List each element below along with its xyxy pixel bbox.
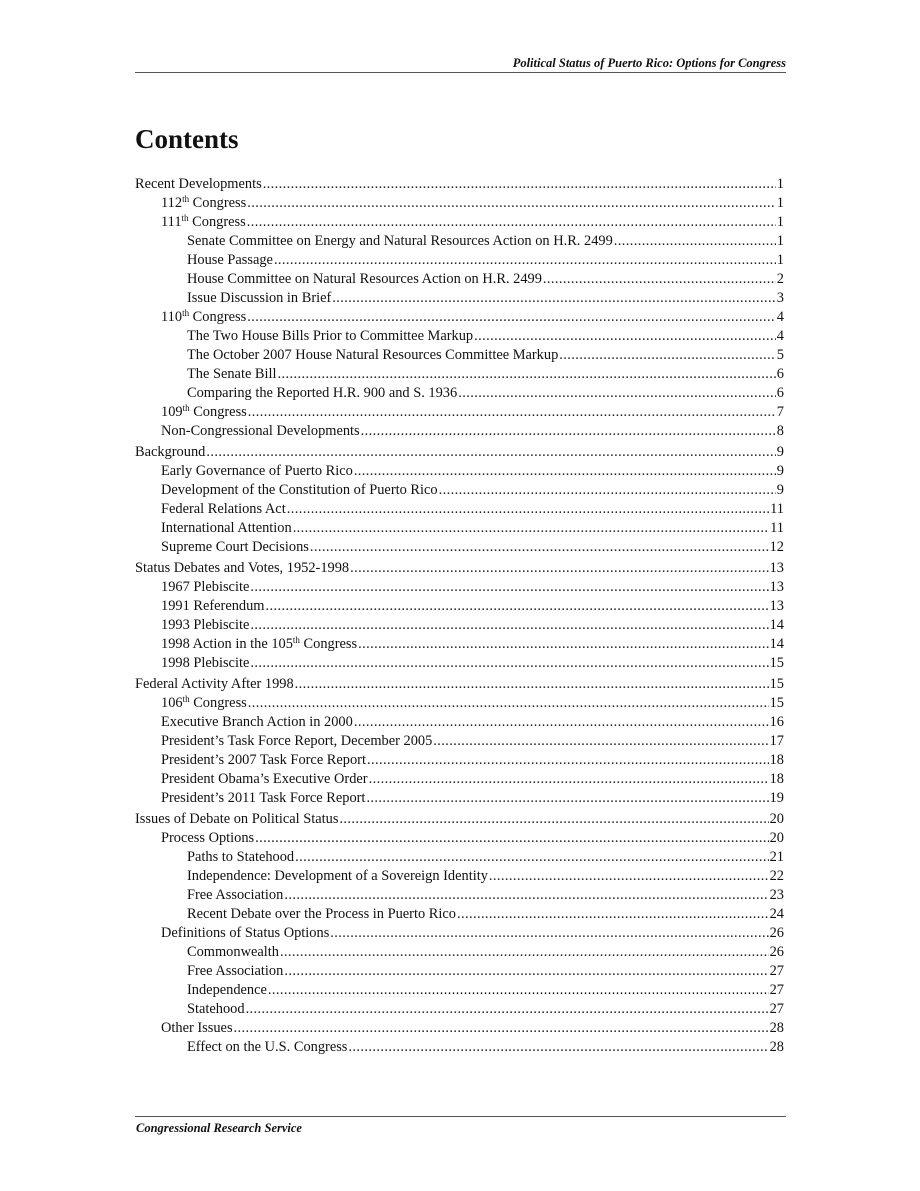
- toc-page-number: 6: [776, 366, 784, 382]
- toc-entry-label: 1991 Referendum: [161, 598, 265, 614]
- toc-entry[interactable]: [135, 887, 784, 906]
- toc-entry[interactable]: [135, 733, 784, 752]
- toc-entry[interactable]: [135, 539, 784, 558]
- page-title: Contents: [135, 124, 239, 154]
- toc-entry[interactable]: [135, 752, 784, 771]
- toc-entry-label-end: Congress: [188, 214, 246, 230]
- dot-leader: [278, 366, 776, 383]
- toc-page-number: 20: [769, 830, 784, 846]
- toc-page-number: 26: [769, 944, 784, 960]
- toc-entry[interactable]: [135, 176, 784, 195]
- ordinal-suffix: th: [181, 213, 189, 223]
- toc-entry-label: Federal Activity After 1998: [135, 676, 294, 692]
- toc-entry-label: The October 2007 House Natural Resources Committee Markup: [187, 347, 559, 363]
- running-footer: Congressional Research Service: [136, 1121, 302, 1135]
- toc-page-number: 4: [776, 328, 784, 344]
- toc-page-number: 27: [769, 1001, 784, 1017]
- toc-entry[interactable]: [135, 233, 784, 252]
- toc-entry[interactable]: [135, 655, 784, 674]
- toc-entry[interactable]: [135, 404, 784, 423]
- toc-entry-label: Statehood: [187, 1001, 245, 1017]
- toc-entry-label: [161, 309, 246, 326]
- toc-entry[interactable]: [135, 444, 784, 463]
- toc-page-number: 15: [769, 676, 784, 692]
- dot-leader: [295, 676, 769, 693]
- toc-entry-label-end: Congress: [189, 309, 247, 325]
- table-of-contents: [135, 176, 784, 1058]
- toc-entry-label: Issue Discussion in Brief: [187, 290, 332, 306]
- toc-entry-label-start: 111: [161, 214, 182, 230]
- toc-page-number: 6: [776, 385, 784, 401]
- toc-page-number: 1: [776, 195, 784, 211]
- dot-leader: [248, 695, 769, 712]
- toc-entry-label: Non-Congressional Developments: [161, 423, 360, 439]
- dot-leader: [458, 385, 776, 402]
- toc-page-number: 13: [769, 560, 784, 576]
- dot-leader: [250, 579, 768, 596]
- toc-entry-label-end: Congress: [189, 404, 247, 420]
- header-rule: [135, 72, 786, 73]
- toc-entry[interactable]: [135, 252, 784, 271]
- toc-page-number: 4: [776, 309, 784, 325]
- toc-page-number: 21: [769, 849, 784, 865]
- dot-leader: [367, 752, 769, 769]
- toc-entry[interactable]: [135, 214, 784, 233]
- toc-entry-label-start: 106: [161, 695, 183, 711]
- toc-entry[interactable]: [135, 811, 784, 830]
- dot-leader: [287, 501, 769, 518]
- toc-entry[interactable]: [135, 385, 784, 404]
- toc-entry-label-end: Congress: [299, 636, 358, 652]
- toc-entry[interactable]: [135, 309, 784, 328]
- toc-entry-label: Early Governance of Puerto Rico: [161, 463, 353, 479]
- toc-entry[interactable]: [135, 963, 784, 982]
- toc-page-number: 9: [776, 444, 784, 460]
- toc-entry-label: Executive Branch Action in 2000: [161, 714, 353, 730]
- ordinal-suffix: th: [292, 635, 300, 645]
- toc-entry[interactable]: [135, 598, 784, 617]
- dot-leader: [274, 252, 776, 269]
- dot-leader: [266, 598, 769, 615]
- toc-entry-label: Effect on the U.S. Congress: [187, 1039, 348, 1055]
- toc-entry-label: Issues of Debate on Political Status: [135, 811, 339, 827]
- dot-leader: [439, 482, 776, 499]
- dot-leader: [234, 1020, 769, 1037]
- footer-rule: [135, 1116, 786, 1117]
- dot-leader: [614, 233, 776, 250]
- toc-entry-label: House Passage: [187, 252, 273, 268]
- toc-page-number: 13: [769, 598, 784, 614]
- toc-entry-label: [161, 214, 246, 231]
- toc-entry[interactable]: [135, 423, 784, 442]
- ordinal-suffix: th: [182, 694, 190, 704]
- toc-page-number: 9: [776, 482, 784, 498]
- dot-leader: [350, 560, 769, 577]
- toc-entry[interactable]: [135, 328, 784, 347]
- toc-page-number: 23: [769, 887, 784, 903]
- dot-leader: [268, 982, 769, 999]
- toc-entry-label: Supreme Court Decisions: [161, 539, 309, 555]
- toc-entry-label: [161, 195, 246, 212]
- toc-page-number: 9: [776, 463, 784, 479]
- toc-page-number: 26: [769, 925, 784, 941]
- dot-leader: [293, 520, 769, 537]
- toc-entry-label: Free Association: [187, 963, 284, 979]
- ordinal-suffix: th: [182, 403, 190, 413]
- toc-page-number: 5: [776, 347, 784, 363]
- ordinal-suffix: th: [182, 194, 190, 204]
- toc-page-number: 20: [769, 811, 784, 827]
- toc-entry-label: Independence: Development of a Sovereign Identity: [187, 868, 488, 884]
- toc-page-number: 8: [776, 423, 784, 439]
- toc-entry-label: Federal Relations Act: [161, 501, 286, 517]
- toc-entry-label: Background: [135, 444, 206, 460]
- toc-entry-label: Recent Debate over the Process in Puerto Rico: [187, 906, 456, 922]
- toc-entry[interactable]: [135, 501, 784, 520]
- toc-page-number: 11: [770, 501, 784, 517]
- toc-page-number: 13: [769, 579, 784, 595]
- dot-leader: [206, 444, 775, 461]
- toc-page-number: 15: [769, 695, 784, 711]
- toc-entry[interactable]: [135, 925, 784, 944]
- toc-page-number: 28: [769, 1039, 784, 1055]
- toc-page-number: 3: [776, 290, 784, 306]
- dot-leader: [250, 617, 768, 634]
- dot-leader: [369, 771, 769, 788]
- toc-entry[interactable]: [135, 579, 784, 598]
- toc-entry-label: Senate Committee on Energy and Natural Resources Action on H.R. 2499: [187, 233, 613, 249]
- dot-leader: [247, 195, 776, 212]
- toc-page-number: 1: [776, 214, 784, 230]
- dot-leader: [310, 539, 769, 556]
- toc-page-number: 27: [769, 963, 784, 979]
- toc-entry-label: 1993 Plebiscite: [161, 617, 250, 633]
- toc-entry-label: 1967 Plebiscite: [161, 579, 250, 595]
- toc-page-number: 15: [769, 655, 784, 671]
- toc-entry-label: House Committee on Natural Resources Action on H.R. 2499: [187, 271, 542, 287]
- toc-entry-label-end: Congress: [189, 195, 247, 211]
- ordinal-suffix: th: [182, 308, 190, 318]
- dot-leader: [248, 404, 776, 421]
- toc-entry[interactable]: [135, 463, 784, 482]
- toc-entry[interactable]: [135, 906, 784, 925]
- dot-leader: [284, 887, 768, 904]
- dot-leader: [543, 271, 776, 288]
- toc-entry[interactable]: [135, 771, 784, 790]
- toc-page-number: 24: [769, 906, 784, 922]
- toc-entry-label: [161, 404, 247, 421]
- dot-leader: [354, 714, 769, 731]
- toc-entry[interactable]: [135, 830, 784, 849]
- running-header: Political Status of Puerto Rico: Options for Congress: [512, 56, 786, 70]
- toc-entry[interactable]: [135, 676, 784, 695]
- toc-entry-label: President’s Task Force Report, December 2005: [161, 733, 433, 749]
- toc-page-number: 14: [769, 636, 784, 652]
- toc-entry-label: Paths to Statehood: [187, 849, 295, 865]
- dot-leader: [433, 733, 768, 750]
- toc-entry-label: Free Association: [187, 887, 284, 903]
- toc-entry-label: International Attention: [161, 520, 292, 536]
- dot-leader: [348, 1039, 768, 1056]
- toc-page-number: 11: [770, 520, 784, 536]
- toc-entry-label: Recent Developments: [135, 176, 262, 192]
- dot-leader: [247, 309, 776, 326]
- toc-entry-label: President’s 2007 Task Force Report: [161, 752, 366, 768]
- toc-entry[interactable]: [135, 366, 784, 385]
- dot-leader: [280, 944, 769, 961]
- toc-entry[interactable]: [135, 1039, 784, 1058]
- toc-page-number: 7: [776, 404, 784, 420]
- dot-leader: [263, 176, 776, 193]
- toc-page-number: 18: [769, 752, 784, 768]
- dot-leader: [330, 925, 768, 942]
- dot-leader: [250, 655, 768, 672]
- toc-entry[interactable]: [135, 271, 784, 290]
- toc-entry-label: Commonwealth: [187, 944, 279, 960]
- toc-entry-label: President Obama’s Executive Order: [161, 771, 368, 787]
- toc-entry[interactable]: [135, 790, 784, 809]
- toc-entry-label-start: 110: [161, 309, 183, 325]
- dot-leader: [366, 790, 768, 807]
- toc-entry-label: Status Debates and Votes, 1952-1998: [135, 560, 350, 576]
- toc-page-number: 17: [769, 733, 784, 749]
- toc-page-number: 1: [776, 252, 784, 268]
- toc-entry-label-start: 109: [161, 404, 183, 420]
- toc-entry[interactable]: [135, 482, 784, 501]
- toc-entry-label: President’s 2011 Task Force Report: [161, 790, 366, 806]
- toc-entry-label-start: 112: [161, 195, 183, 211]
- toc-entry[interactable]: [135, 560, 784, 579]
- toc-entry[interactable]: [135, 868, 784, 887]
- toc-entry[interactable]: [135, 520, 784, 539]
- toc-page-number: 19: [769, 790, 784, 806]
- toc-entry[interactable]: [135, 347, 784, 366]
- toc-entry[interactable]: [135, 1001, 784, 1020]
- toc-page-number: 1: [776, 233, 784, 249]
- dot-leader: [358, 636, 769, 653]
- toc-page-number: 18: [769, 771, 784, 787]
- toc-entry-label: Development of the Constitution of Puerto Rico: [161, 482, 438, 498]
- toc-page-number: 12: [769, 539, 784, 555]
- toc-entry[interactable]: [135, 636, 784, 655]
- toc-entry[interactable]: [135, 849, 784, 868]
- toc-page-number: 22: [769, 868, 784, 884]
- dot-leader: [255, 830, 768, 847]
- toc-entry-label: [161, 636, 357, 653]
- toc-entry-label-end: Congress: [189, 695, 247, 711]
- toc-entry[interactable]: [135, 944, 784, 963]
- toc-entry-label: Definitions of Status Options: [161, 925, 330, 941]
- toc-page-number: 14: [769, 617, 784, 633]
- toc-entry-label: Independence: [187, 982, 267, 998]
- dot-leader: [284, 963, 768, 980]
- toc-entry-label: [161, 695, 247, 712]
- toc-entry[interactable]: [135, 195, 784, 214]
- toc-entry[interactable]: [135, 1020, 784, 1039]
- toc-entry-label: The Two House Bills Prior to Committee Markup: [187, 328, 474, 344]
- dot-leader: [559, 347, 776, 364]
- toc-entry[interactable]: [135, 714, 784, 733]
- dot-leader: [354, 463, 776, 480]
- toc-entry[interactable]: [135, 617, 784, 636]
- dot-leader: [361, 423, 776, 440]
- toc-page-number: 27: [769, 982, 784, 998]
- dot-leader: [332, 290, 776, 307]
- toc-page-number: 16: [769, 714, 784, 730]
- dot-leader: [457, 906, 769, 923]
- toc-page-number: 2: [776, 271, 784, 287]
- toc-entry-label: 1998 Plebiscite: [161, 655, 250, 671]
- dot-leader: [246, 1001, 769, 1018]
- dot-leader: [489, 868, 769, 885]
- dot-leader: [339, 811, 768, 828]
- toc-entry-label-start: 1998 Action in the 105: [161, 636, 293, 652]
- toc-entry-label: Comparing the Reported H.R. 900 and S. 1936: [187, 385, 458, 401]
- toc-page-number: 1: [776, 176, 784, 192]
- toc-entry[interactable]: [135, 695, 784, 714]
- dot-leader: [247, 214, 776, 231]
- toc-page-number: 28: [769, 1020, 784, 1036]
- toc-entry[interactable]: [135, 290, 784, 309]
- dot-leader: [474, 328, 776, 345]
- toc-entry-label: Process Options: [161, 830, 255, 846]
- dot-leader: [295, 849, 768, 866]
- toc-entry-label: The Senate Bill: [187, 366, 277, 382]
- toc-entry-label: Other Issues: [161, 1020, 233, 1036]
- toc-entry[interactable]: [135, 982, 784, 1001]
